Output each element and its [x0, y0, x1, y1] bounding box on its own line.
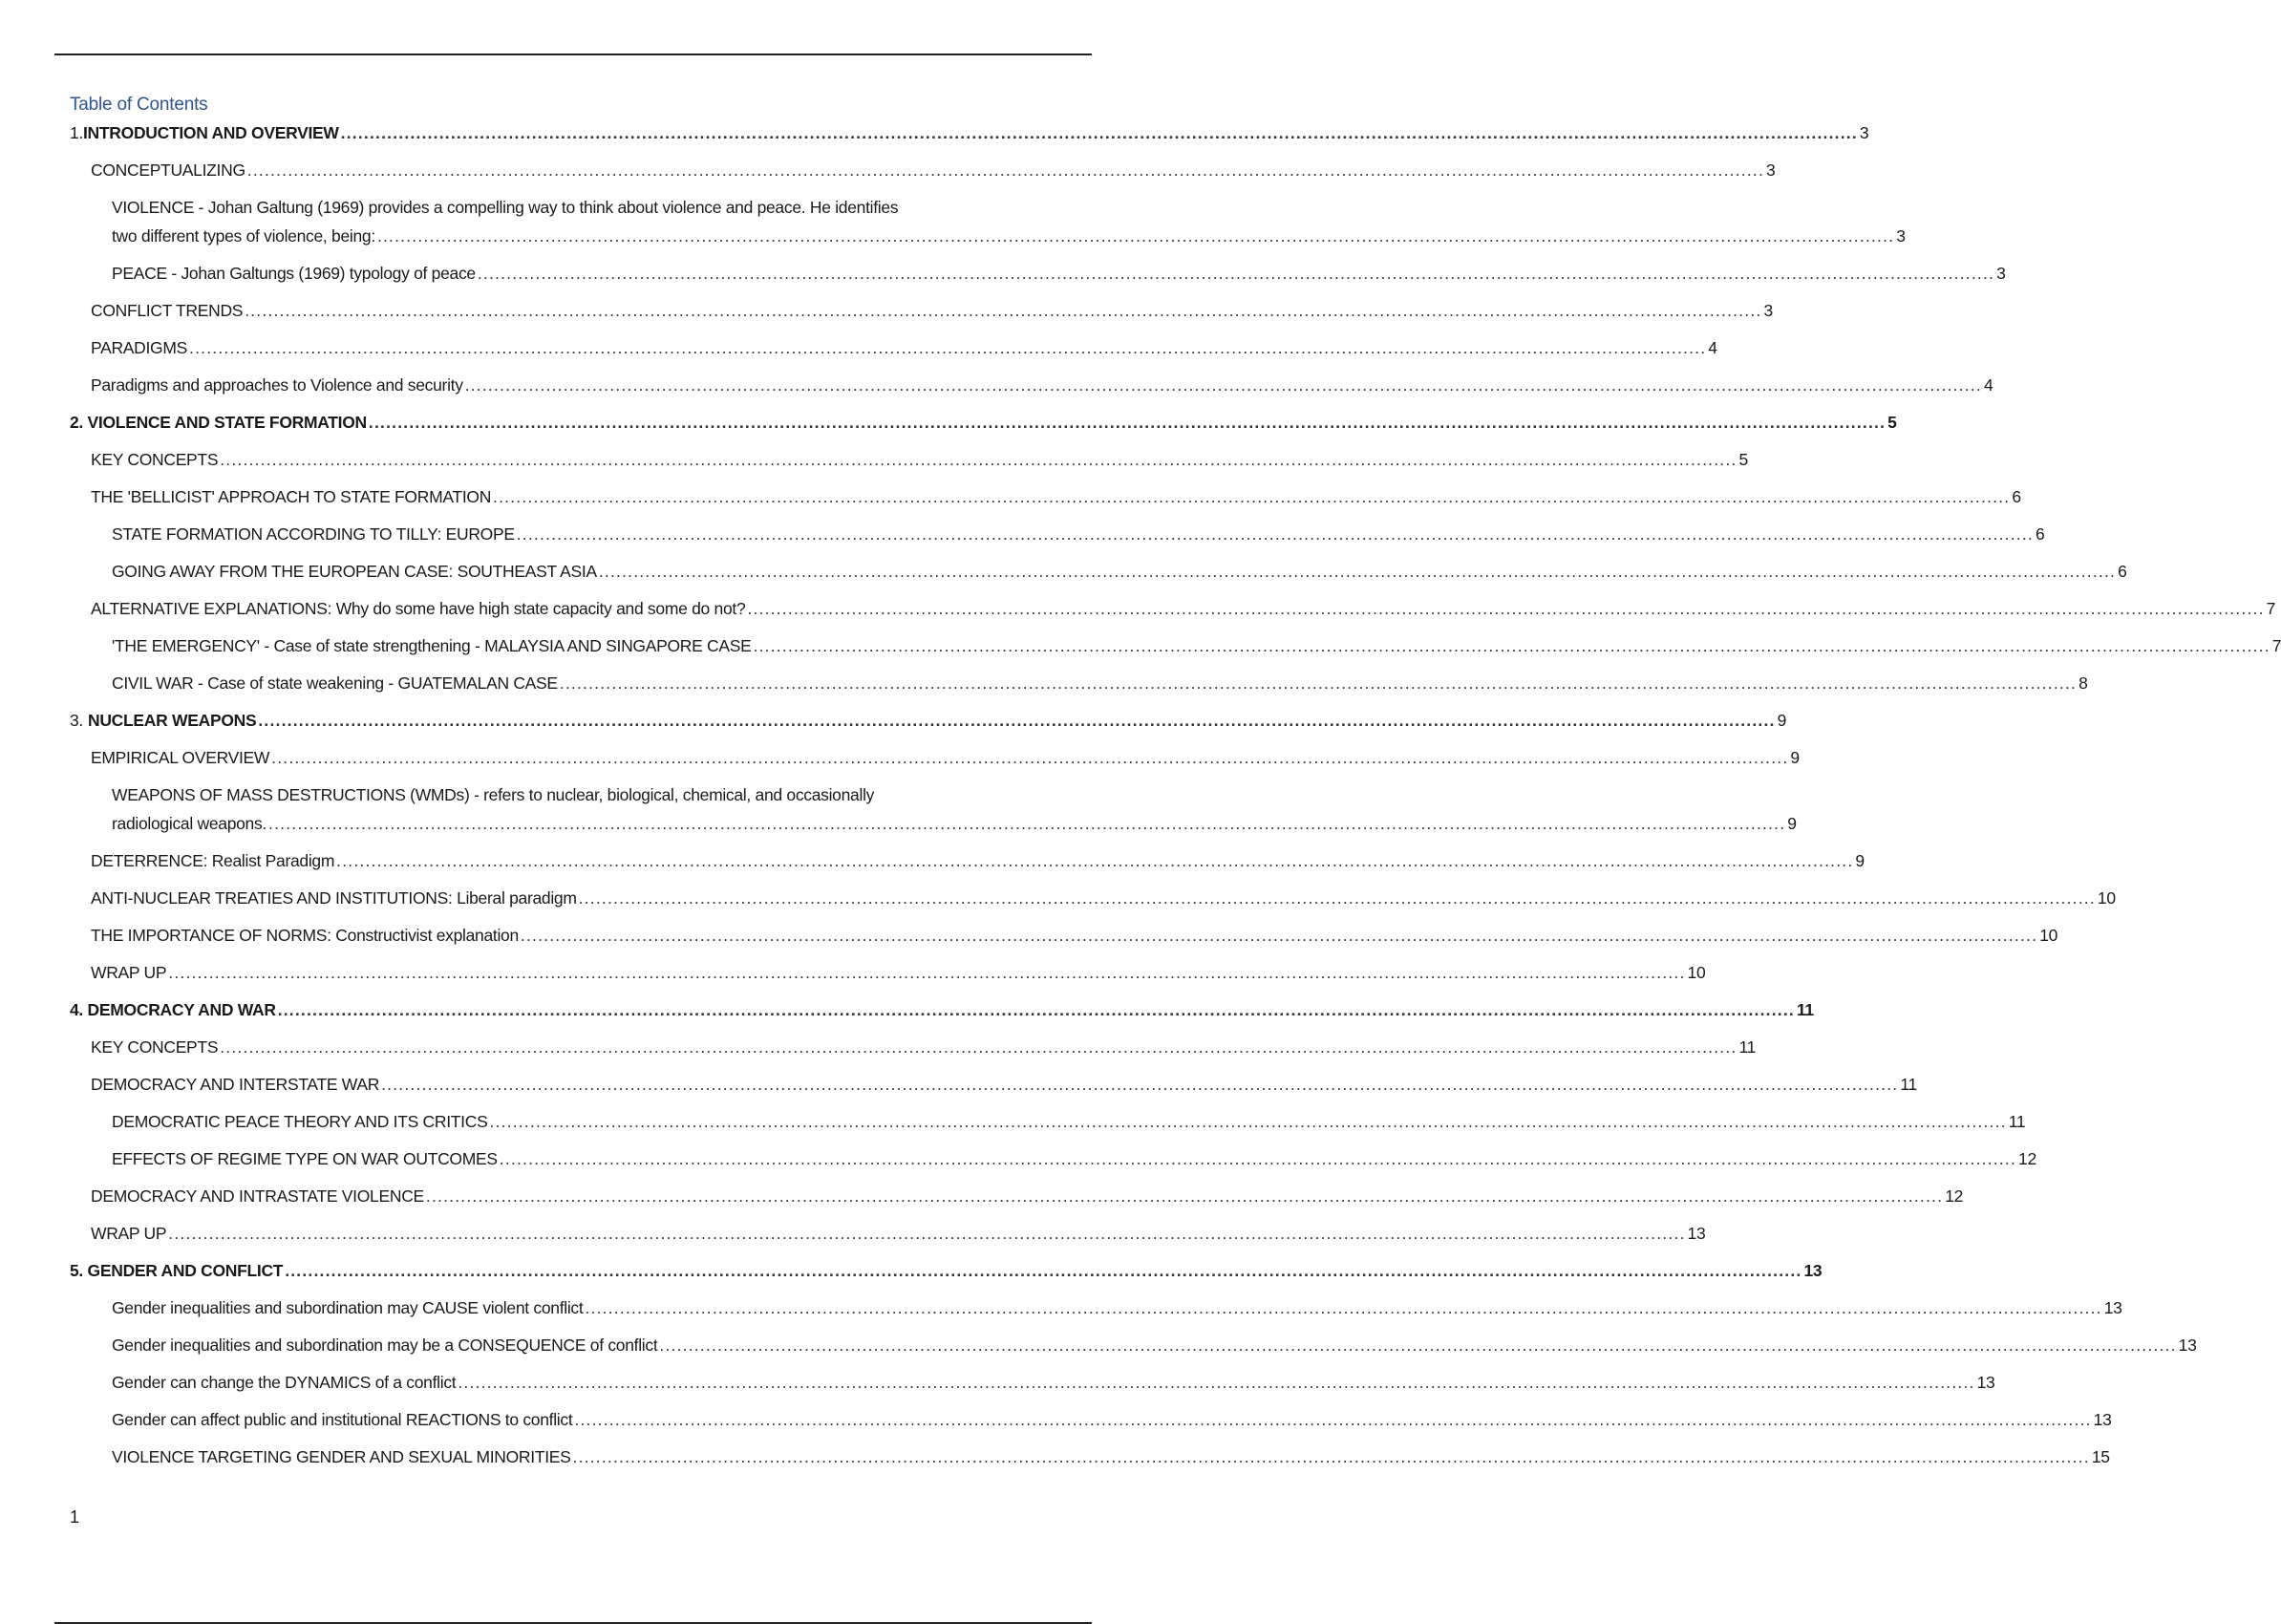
- toc-entry-gender-cause[interactable]: [70, 1293, 2122, 1322]
- dot-leader: [579, 884, 2096, 912]
- toc-heading: Table of Contents: [70, 95, 208, 115]
- toc-entry-text: Paradigms and approaches to Violence and security: [91, 375, 463, 395]
- toc-entry-wrap-up[interactable]: [70, 1219, 1706, 1248]
- toc-entry-text: INTRODUCTION AND OVERVIEW: [83, 123, 339, 142]
- toc-entry-page: 10: [2097, 888, 2116, 908]
- toc-entry-text: 2. VIOLENCE AND STATE FORMATION: [70, 413, 367, 432]
- toc-entry-text: KEY CONCEPTS: [91, 1037, 219, 1057]
- page-number: 1: [70, 1507, 80, 1527]
- toc-entry-civil-war[interactable]: [70, 669, 2088, 697]
- toc-entry-text: Gender can change the DYNAMICS of a conflict: [112, 1373, 457, 1392]
- toc-entry-text: WRAP UP: [91, 963, 167, 982]
- toc-entry-text: two different types of violence, being:: [112, 226, 375, 246]
- toc-entry-tilly-europe[interactable]: [70, 520, 2045, 548]
- toc-entry-democracy-and-war[interactable]: [70, 995, 1814, 1024]
- toc-entry-page: 6: [2036, 524, 2045, 544]
- dot-leader: [271, 743, 1788, 772]
- toc-entry-bellicist-approach[interactable]: [70, 482, 2021, 511]
- toc-entry-nuclear-weapons[interactable]: [70, 706, 1787, 735]
- toc-entry-empirical-overview[interactable]: [70, 743, 1800, 772]
- toc-entry-text: CONCEPTUALIZING: [91, 160, 245, 180]
- toc-entry-southeast-asia[interactable]: [70, 557, 2127, 586]
- toc-entry-page: 5: [1887, 413, 1897, 432]
- toc-entry-page: 9: [1790, 748, 1800, 767]
- toc-entry-anti-nuclear-treaties[interactable]: [70, 884, 2116, 912]
- dot-leader: [465, 371, 1982, 399]
- toc-entry-number: 3.: [70, 711, 83, 730]
- dot-leader: [500, 1144, 2016, 1173]
- toc-entry-text: 5. GENDER AND CONFLICT: [70, 1261, 284, 1280]
- toc-entry-page: 3: [1859, 123, 1869, 142]
- toc-entry-page: 11: [2008, 1112, 2026, 1131]
- toc-entry-text: THE 'BELLICIST' APPROACH TO STATE FORMATION: [91, 487, 492, 506]
- toc-entry-page: 6: [2012, 487, 2021, 506]
- toc-entry-text: CIVIL WAR - Case of state weakening - GUATEMALAN CASE: [112, 673, 558, 693]
- toc-entry-page: 7: [2271, 636, 2281, 655]
- toc-entry-page: 3: [1763, 301, 1773, 320]
- dot-leader: [245, 296, 1761, 325]
- toc-entry-text: 4. DEMOCRACY AND WAR: [70, 1000, 276, 1019]
- dot-leader: [341, 118, 1858, 147]
- dot-leader: [336, 846, 1853, 875]
- toc-entry-deterrence[interactable]: [70, 846, 1865, 875]
- dot-leader: [278, 995, 1795, 1024]
- toc-entry-paradigms[interactable]: [70, 333, 1717, 362]
- toc-entry-key-concepts[interactable]: [70, 1033, 1757, 1061]
- toc-entry-text: Gender inequalities and subordination may be a CONSEQUENCE of conflict: [112, 1336, 658, 1355]
- toc-entry-text: EMPIRICAL OVERVIEW: [91, 748, 270, 767]
- toc-entry-text: VIOLENCE TARGETING GENDER AND SEXUAL MINORITIES: [112, 1447, 571, 1466]
- toc-entry-text: PARADIGMS: [91, 338, 188, 357]
- toc-entry-page: 8: [2078, 673, 2088, 693]
- toc-entry-page: 7: [2266, 599, 2276, 618]
- toc-entry-introduction[interactable]: [70, 118, 1869, 147]
- toc-entry-page: 6: [2118, 562, 2127, 581]
- dot-leader: [381, 1070, 1898, 1099]
- toc-entry-importance-of-norms[interactable]: [70, 921, 2058, 950]
- toc-entry-gender-dynamics[interactable]: [70, 1368, 1995, 1397]
- dot-leader: [521, 921, 2037, 950]
- toc-entry-page: 9: [1855, 851, 1865, 870]
- toc-entry-text: DEMOCRACY AND INTERSTATE WAR: [91, 1075, 380, 1094]
- toc-entry-page: 3: [1766, 160, 1776, 180]
- dot-leader: [168, 958, 1685, 987]
- dot-leader: [168, 1219, 1685, 1248]
- toc-entry-page: 13: [2093, 1410, 2112, 1429]
- toc-entry-text: WRAP UP: [91, 1224, 167, 1243]
- toc-entry-page: 11: [1738, 1037, 1757, 1057]
- toc-entry-conceptualizing[interactable]: [70, 156, 1776, 184]
- dot-leader: [599, 557, 2116, 586]
- dot-leader: [189, 333, 1706, 362]
- toc-entry-the-emergency[interactable]: [70, 631, 2281, 660]
- toc-entry-page: 4: [1708, 338, 1717, 357]
- dot-leader: [285, 1256, 1801, 1285]
- toc-entry-page: 13: [1803, 1261, 1823, 1280]
- toc-entry-text-line1: WEAPONS OF MASS DESTRUCTIONS (WMDs) - refers to nuclear, biological, chemical, and occasionally: [112, 785, 875, 804]
- dot-leader: [458, 1368, 1974, 1397]
- toc-entry-text: NUCLEAR WEAPONS: [88, 711, 257, 730]
- toc-entry-violence-state-formation[interactable]: [70, 408, 1897, 437]
- toc-entry-page: 4: [1983, 375, 1993, 395]
- dot-leader: [489, 1107, 2006, 1136]
- header-rule: [54, 53, 1092, 55]
- toc-entry-text: EFFECTS OF REGIME TYPE ON WAR OUTCOMES: [112, 1149, 498, 1168]
- toc-entry-wrap-up[interactable]: [70, 958, 1706, 987]
- toc-entry-text: CONFLICT TRENDS: [91, 301, 244, 320]
- toc-entry-text: ANTI-NUCLEAR TREATIES AND INSTITUTIONS: Liberal paradigm: [91, 888, 577, 908]
- toc-entry-page: 9: [1777, 711, 1787, 730]
- toc-entry-conflict-trends[interactable]: [70, 296, 1773, 325]
- dot-leader: [258, 706, 1775, 735]
- toc-entry-page: 9: [1787, 814, 1797, 833]
- toc-entry-text: STATE FORMATION ACCORDING TO TILLY: EUROPE: [112, 524, 515, 544]
- toc-entry-gender-reactions[interactable]: [70, 1405, 2112, 1434]
- toc-entry-page: 13: [1687, 1224, 1706, 1243]
- dot-leader: [377, 222, 1894, 250]
- toc-entry-democracy-interstate-war[interactable]: [70, 1070, 1917, 1099]
- dot-leader: [573, 1442, 2090, 1471]
- toc-entry-alternative-explanations[interactable]: [70, 594, 2276, 623]
- toc-entry-gender-consequence[interactable]: [70, 1331, 2197, 1359]
- dot-leader: [560, 669, 2077, 697]
- toc-entry-page: 13: [1976, 1373, 1995, 1392]
- toc-entry-regime-type-effects[interactable]: [70, 1144, 2036, 1173]
- dot-leader: [493, 482, 2010, 511]
- toc-entry-page: 10: [1687, 963, 1706, 982]
- toc-entry-text-line1: VIOLENCE - Johan Galtung (1969) provides a compelling way to think about violence and peace. He identifies: [112, 198, 899, 217]
- toc-entry-gender-sexual-minorities[interactable]: [70, 1442, 2110, 1471]
- toc-entry-page: 12: [1945, 1186, 1964, 1206]
- dot-leader: [585, 1293, 2101, 1322]
- dot-leader: [247, 156, 1764, 184]
- toc-entry-page: 12: [2018, 1149, 2036, 1168]
- toc-entry-page: 13: [2103, 1298, 2122, 1317]
- toc-entry-key-concepts[interactable]: [70, 445, 1748, 474]
- dot-leader: [220, 445, 1737, 474]
- toc-entry-paradigms-approaches[interactable]: [70, 371, 1993, 399]
- toc-entry-number: 1.: [70, 123, 83, 142]
- toc-entry-text: 'THE EMERGENCY' - Case of state strengthening - MALAYSIA AND SINGAPORE CASE: [112, 636, 752, 655]
- dot-leader: [268, 809, 1785, 838]
- dot-leader: [478, 259, 1994, 288]
- toc-entry-gender-and-conflict[interactable]: [70, 1256, 1823, 1285]
- toc-entry-page: 11: [1900, 1075, 1917, 1094]
- toc-entry-page: 10: [2039, 926, 2058, 945]
- dot-leader: [574, 1405, 2091, 1434]
- toc-entry-text: THE IMPORTANCE OF NORMS: Constructivist explanation: [91, 926, 519, 945]
- toc-entry-text: DEMOCRACY AND INTRASTATE VIOLENCE: [91, 1186, 424, 1206]
- dot-leader: [517, 520, 2034, 548]
- toc-entry-text: KEY CONCEPTS: [91, 450, 219, 469]
- toc-entry-text: ALTERNATIVE EXPLANATIONS: Why do some have high state capacity and some do not?: [91, 599, 746, 618]
- toc-entry-peace[interactable]: [70, 259, 2006, 288]
- toc-entry-page: 5: [1738, 450, 1748, 469]
- dot-leader: [369, 408, 1886, 437]
- toc-entry-democracy-intrastate-violence[interactable]: [70, 1182, 1964, 1210]
- toc-entry-text: PEACE - Johan Galtungs (1969) typology of peace: [112, 264, 476, 283]
- dot-leader: [220, 1033, 1737, 1061]
- toc-entry-wmds[interactable]: [70, 780, 1797, 838]
- toc-entry-text: GOING AWAY FROM THE EUROPEAN CASE: SOUTHEAST ASIA: [112, 562, 597, 581]
- toc-entry-violence[interactable]: [70, 193, 1906, 250]
- dot-leader: [754, 631, 2270, 660]
- toc-entry-text: Gender can affect public and institutional REACTIONS to conflict: [112, 1410, 573, 1429]
- toc-entry-page: 13: [2178, 1336, 2197, 1355]
- toc-entry-page: 3: [1896, 226, 1906, 246]
- toc-entry-page: 11: [1796, 1000, 1814, 1019]
- toc-entry-text: DETERRENCE: Realist Paradigm: [91, 851, 335, 870]
- toc-entry-text: radiological weapons.: [112, 814, 267, 833]
- toc-entry-text: Gender inequalities and subordination may CAUSE violent conflict: [112, 1298, 584, 1317]
- dot-leader: [659, 1331, 2176, 1359]
- toc-entry-text: DEMOCRATIC PEACE THEORY AND ITS CRITICS: [112, 1112, 488, 1131]
- toc-entry-page: 15: [2091, 1447, 2110, 1466]
- dot-leader: [426, 1182, 1943, 1210]
- toc-entry-democratic-peace-theory[interactable]: [70, 1107, 2026, 1136]
- dot-leader: [747, 594, 2264, 623]
- toc-entry-page: 3: [1996, 264, 2006, 283]
